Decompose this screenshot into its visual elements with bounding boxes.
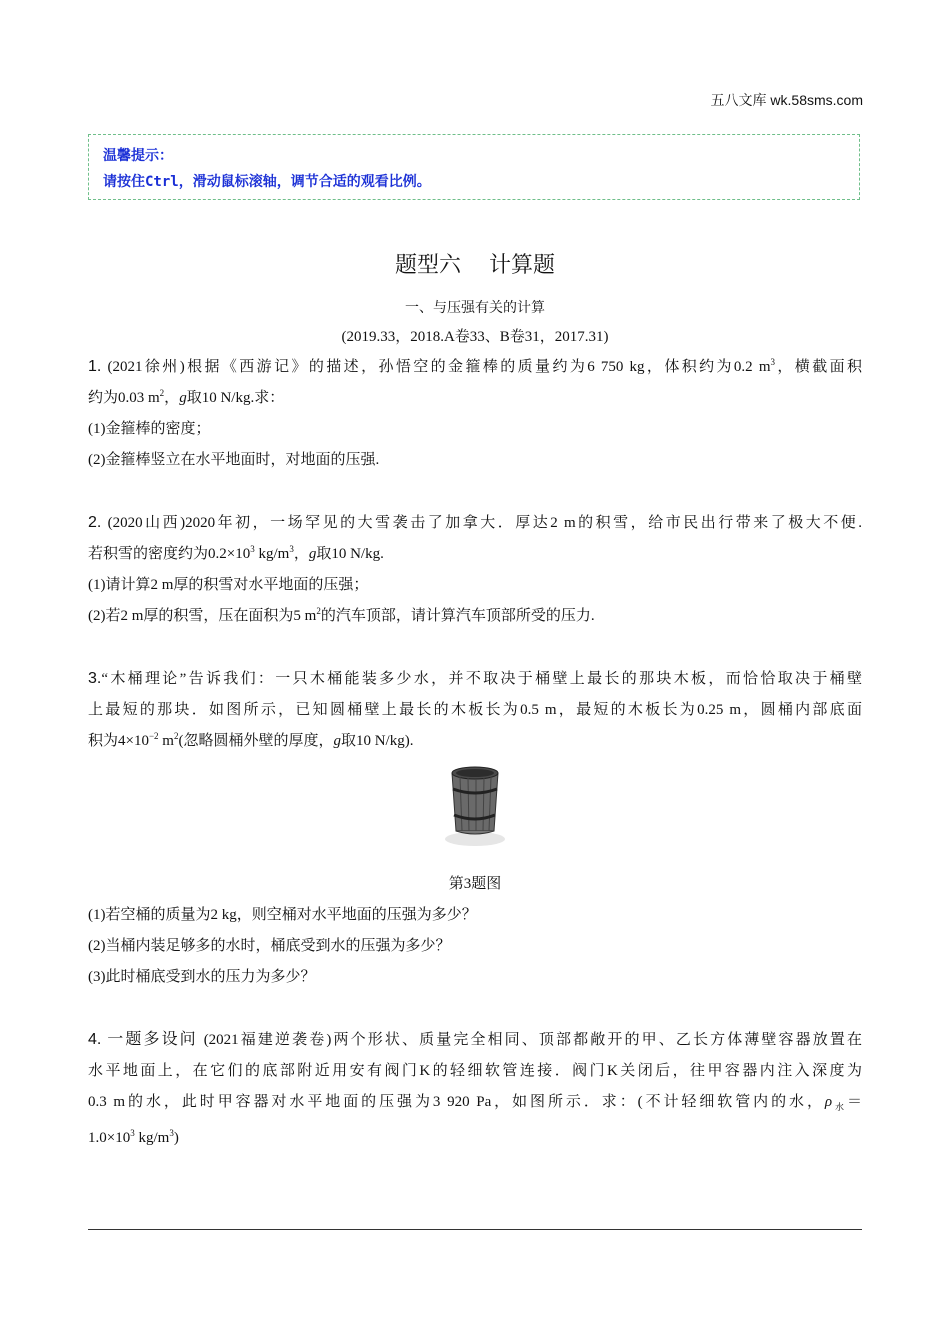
- q2-sup-2: 3: [289, 544, 294, 554]
- wooden-bucket-icon: [440, 759, 510, 849]
- title-name: 计算题: [489, 253, 556, 278]
- q3-text-3d: 取10 N/kg).: [340, 733, 414, 749]
- q3-part-2: (2)当桶内装足够多的水时，桶底受到水的压强为多少？: [88, 938, 451, 954]
- document-body: [88, 351, 862, 1154]
- q1-part-2: (2)金箍棒竖立在水平地面时，对地面的压强.: [88, 452, 380, 468]
- q2-text-2c: ，: [293, 546, 309, 562]
- q3-line-1: [88, 663, 862, 695]
- exam-years: (2019.33，2018.A卷33、B卷31，2017.31): [341, 329, 609, 345]
- q4-line-1: [88, 1024, 862, 1056]
- q1-text-1: 根据《西游记》的描述，孙悟空的金箍棒的质量约为6 750 kg，体积约为0.2 m: [184, 359, 771, 375]
- q4-text-4b: kg/m: [134, 1130, 170, 1146]
- q4-text-3b: ＝: [846, 1094, 862, 1110]
- q4-line-2: 水平地面上，在它们的底部附近用安有阀门K的轻细软管连接．阀门K关闭后，往甲容器内注入深度为: [88, 1063, 862, 1079]
- tip-box: [88, 134, 860, 200]
- q3-sup-2: 2: [173, 731, 179, 741]
- q3-text-3a: 积为4×10: [88, 733, 149, 749]
- q2-g: g: [308, 546, 317, 562]
- q2-text-1: 2020年初，一场罕见的大雪袭击了加拿大．厚达2 m的积雪，给市民出行带来了极大不便.: [185, 515, 863, 531]
- q1-text-2a: 约为0.03 m: [88, 390, 160, 406]
- q4-text-4a: 1.0×10: [88, 1130, 131, 1146]
- q1-sup-1: 3: [770, 357, 775, 367]
- q4-number: 4.: [88, 1031, 102, 1048]
- q2-number: 2.: [88, 514, 102, 531]
- q4-sup-2: 3: [169, 1128, 174, 1138]
- q1-text-2c: 取10 N/kg.求：: [186, 390, 285, 406]
- q4-tag: 一题多设问: [107, 1031, 198, 1048]
- q2-text-2b: kg/m: [254, 546, 290, 562]
- q4-sup-1: 3: [130, 1128, 135, 1138]
- q4-text-4c: ): [173, 1130, 179, 1146]
- q2-text-2a: 若积雪的密度约为0.2×10: [88, 546, 251, 562]
- q4-text-1: 两个形状、质量完全相同、顶部都敞开的甲、乙长方体薄壁容器放置在: [331, 1032, 863, 1048]
- q4-rho-sub: 水: [832, 1102, 847, 1112]
- q2-part-1: (1)请计算2 m厚的积雪对水平地面的压强；: [88, 577, 369, 593]
- q4-source: (2021福建逆袭卷): [203, 1032, 332, 1048]
- q1-part-1: (1)金箍棒的密度；: [88, 421, 211, 437]
- q3-text-3b: m: [158, 733, 174, 749]
- q1-number: 1.: [88, 358, 102, 375]
- q3-g: g: [333, 733, 341, 749]
- q2-part-2a: (2)若2 m厚的积雪，压在面积为5 m: [88, 608, 317, 624]
- q3-text-3c: (忽略圆桶外壁的厚度，: [178, 733, 334, 749]
- q3-number: 3.: [88, 670, 102, 687]
- q3-line-2: 上最短的那块．如图所示，已知圆桶壁上最长的木板长为0.5 m，最短的木板长为0.25 m，圆桶内部底面: [88, 702, 862, 718]
- q1-source: (2021徐州): [107, 359, 185, 375]
- bucket-figure: [88, 759, 862, 869]
- q3-part-3: (3)此时桶底受到水的压力为多少？: [88, 969, 316, 985]
- q2-source: (2020山西): [107, 515, 186, 531]
- q2-line-1: [88, 507, 862, 539]
- section-subtitle: 一、与压强有关的计算: [405, 300, 545, 316]
- title-type: 题型六: [394, 253, 461, 278]
- tip-text: 请按住Ctrl，滑动鼠标滚轴，调节合适的观看比例。: [103, 174, 431, 190]
- q4-rho: ρ: [824, 1094, 833, 1110]
- q4-line-4: [88, 1123, 862, 1154]
- q1-g: g: [179, 390, 187, 406]
- q1-text-1b: ，横截面积: [775, 359, 862, 375]
- q2-sup-3: 2: [316, 606, 321, 616]
- q1-line-1: [88, 351, 862, 383]
- q2-line-2: [88, 539, 862, 570]
- q2-part-2b: 的汽车顶部，请计算汽车顶部所受的压力.: [320, 608, 595, 624]
- q2-text-2d: 取10 N/kg.: [316, 546, 384, 562]
- q3-part-1: (1)若空桶的质量为2 kg，则空桶对水平地面的压强为多少？: [88, 907, 477, 923]
- q3-sup-1: −2: [148, 731, 159, 741]
- q4-line-3: [88, 1087, 862, 1123]
- page-title: [0, 248, 950, 279]
- q2-sup-1: 3: [250, 544, 255, 554]
- q1-sup-2: 2: [159, 388, 165, 398]
- tip-title: 温馨提示：: [103, 148, 173, 164]
- q1-text-2b: ，: [164, 390, 180, 406]
- figure-caption: 第3题图: [448, 876, 502, 892]
- q4-text-3a: 0.3 m的水，此时甲容器对水平地面的压强为3 920 Pa，如图所示．求：(不计轻细软管内的水，: [88, 1094, 825, 1110]
- q1-line-2: [88, 383, 862, 414]
- q3-text-1: “木桶理论”告诉我们：一只木桶能装多少水，并不取决于桶壁上最长的那块木板，而恰恰取决于桶壁: [101, 671, 862, 687]
- site-watermark: 五八文库 wk.58sms.com: [710, 92, 863, 108]
- q2-part-2: [88, 601, 862, 632]
- footer-divider: [88, 1229, 862, 1230]
- q3-line-3: [88, 726, 862, 757]
